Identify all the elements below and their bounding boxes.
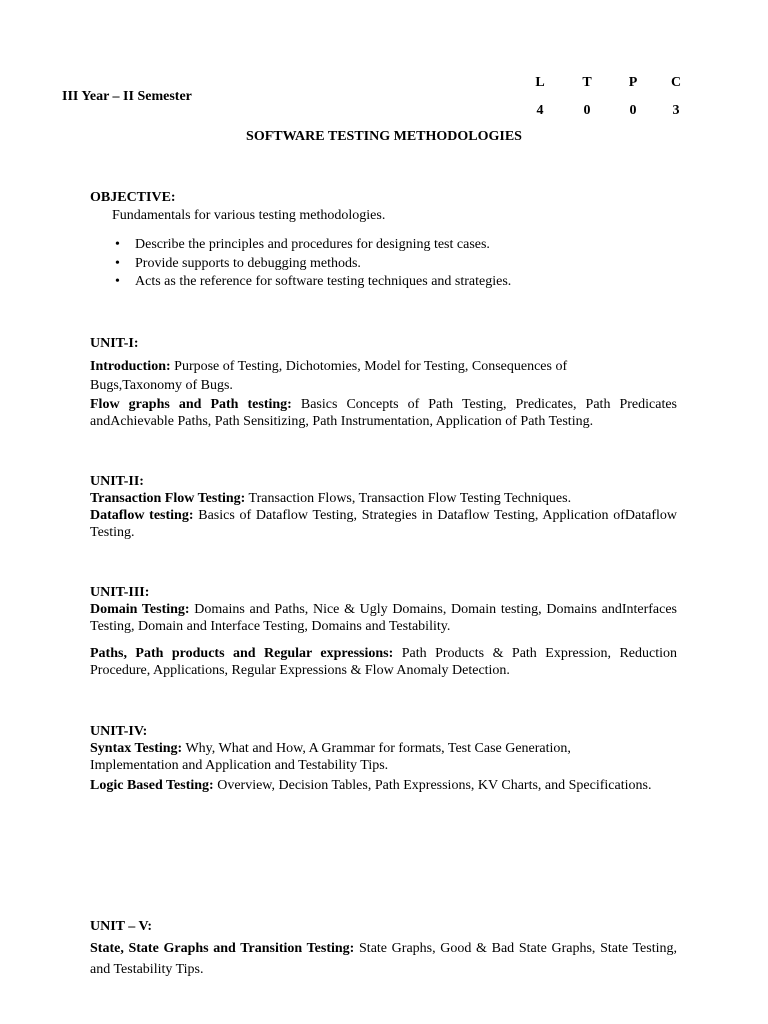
- unit-3-topic-domain-testing: [90, 601, 677, 635]
- ltpc-value-c: 3: [672, 103, 680, 118]
- topic-title: Domain Testing:: [90, 602, 190, 617]
- unit-1-topic-introduction: [90, 357, 630, 395]
- ltpc-label-c: C: [670, 75, 682, 90]
- ltpc-label-t: T: [582, 75, 592, 90]
- objective-bullet-text: Describe the principles and procedures for designing test cases.: [135, 237, 490, 252]
- topic-title: Logic Based Testing:: [90, 778, 214, 793]
- topic-title: Syntax Testing:: [90, 741, 183, 756]
- bullet-icon: •: [115, 237, 120, 252]
- bullet-icon: •: [115, 274, 120, 289]
- unit-1-heading: UNIT-I:: [90, 336, 139, 351]
- topic-title: State, State Graphs and Transition Testing:: [90, 941, 355, 956]
- topic-title: Paths, Path products and Regular expressions:: [90, 646, 394, 661]
- list-item: [115, 273, 511, 292]
- ltpc-label-p: P: [628, 75, 638, 90]
- topic-title: Flow graphs and Path testing:: [90, 397, 292, 412]
- unit-5-heading: UNIT – V:: [90, 919, 152, 934]
- unit-2-heading: UNIT-II:: [90, 474, 144, 489]
- topic-text: Transaction Flows, Transaction Flow Testing Techniques.: [245, 491, 572, 506]
- topic-text: Basics Concepts of Path Testing, Predicates, Path Predicates andAchievable Paths, Path Sensitizing, Path Instrumentation, Application of Path Testing.: [90, 397, 678, 429]
- list-item: [115, 255, 511, 274]
- list-item: [115, 236, 511, 255]
- topic-text: Basics of Dataflow Testing, Strategies in Dataflow Testing, Application ofDataflow Testing.: [90, 508, 677, 540]
- topic-title: Dataflow testing:: [90, 508, 194, 523]
- topic-text: Why, What and How, A Grammar for formats, Test Case Generation, Implementation and Application and Testability Tips.: [90, 741, 571, 773]
- page-title: SOFTWARE TESTING METHODOLOGIES: [246, 129, 522, 144]
- unit-2-topic-dataflow: [90, 507, 677, 541]
- topic-text: Path Products & Path Expression, Reduction Procedure, Applications, Regular Expressions & Flow Anomaly Detection.: [90, 646, 677, 678]
- topic-text: Domains and Paths, Nice & Ugly Domains, Domain testing, Domains andInterfaces Testing, Domain and Interface Testing, Domains and Testability.: [90, 602, 677, 634]
- ltpc-value-t: 0: [583, 103, 591, 118]
- unit-4-heading: UNIT-IV:: [90, 724, 148, 739]
- objective-bullet-text: Provide supports to debugging methods.: [135, 255, 361, 271]
- topic-title: Transaction Flow Testing:: [90, 491, 246, 506]
- year-semester: III Year – II Semester: [62, 89, 192, 104]
- objective-list: [115, 236, 511, 292]
- bullet-icon: •: [115, 255, 120, 271]
- ltpc-value-l: 4: [536, 103, 544, 118]
- unit-4-topic-logic-testing: [90, 777, 677, 794]
- unit-5-topic-state-testing: [90, 938, 677, 980]
- unit-4-topic-syntax-testing: [90, 740, 630, 774]
- objective-intro: Fundamentals for various testing methodologies.: [112, 208, 386, 223]
- topic-text: Overview, Decision Tables, Path Expressions, KV Charts, and Specifications.: [213, 778, 652, 793]
- topic-text: State Graphs, Good & Bad State Graphs, State Testing, and Testability Tips.: [90, 941, 677, 977]
- unit-1-topic-flow-graphs: [90, 396, 677, 430]
- unit-3-topic-paths: [90, 645, 677, 679]
- topic-title: Introduction:: [90, 359, 171, 374]
- objective-heading: OBJECTIVE:: [90, 190, 176, 205]
- unit-3-heading: UNIT-III:: [90, 585, 150, 600]
- ltpc-label-l: L: [535, 75, 545, 90]
- ltpc-value-p: 0: [629, 103, 637, 118]
- unit-2-topic-transaction-flow: [90, 490, 677, 507]
- objective-bullet-text: Acts as the reference for software testing techniques and strategies.: [135, 274, 512, 289]
- topic-text: Purpose of Testing, Dichotomies, Model for Testing, Consequences of Bugs,Taxonomy of Bugs.: [90, 359, 568, 393]
